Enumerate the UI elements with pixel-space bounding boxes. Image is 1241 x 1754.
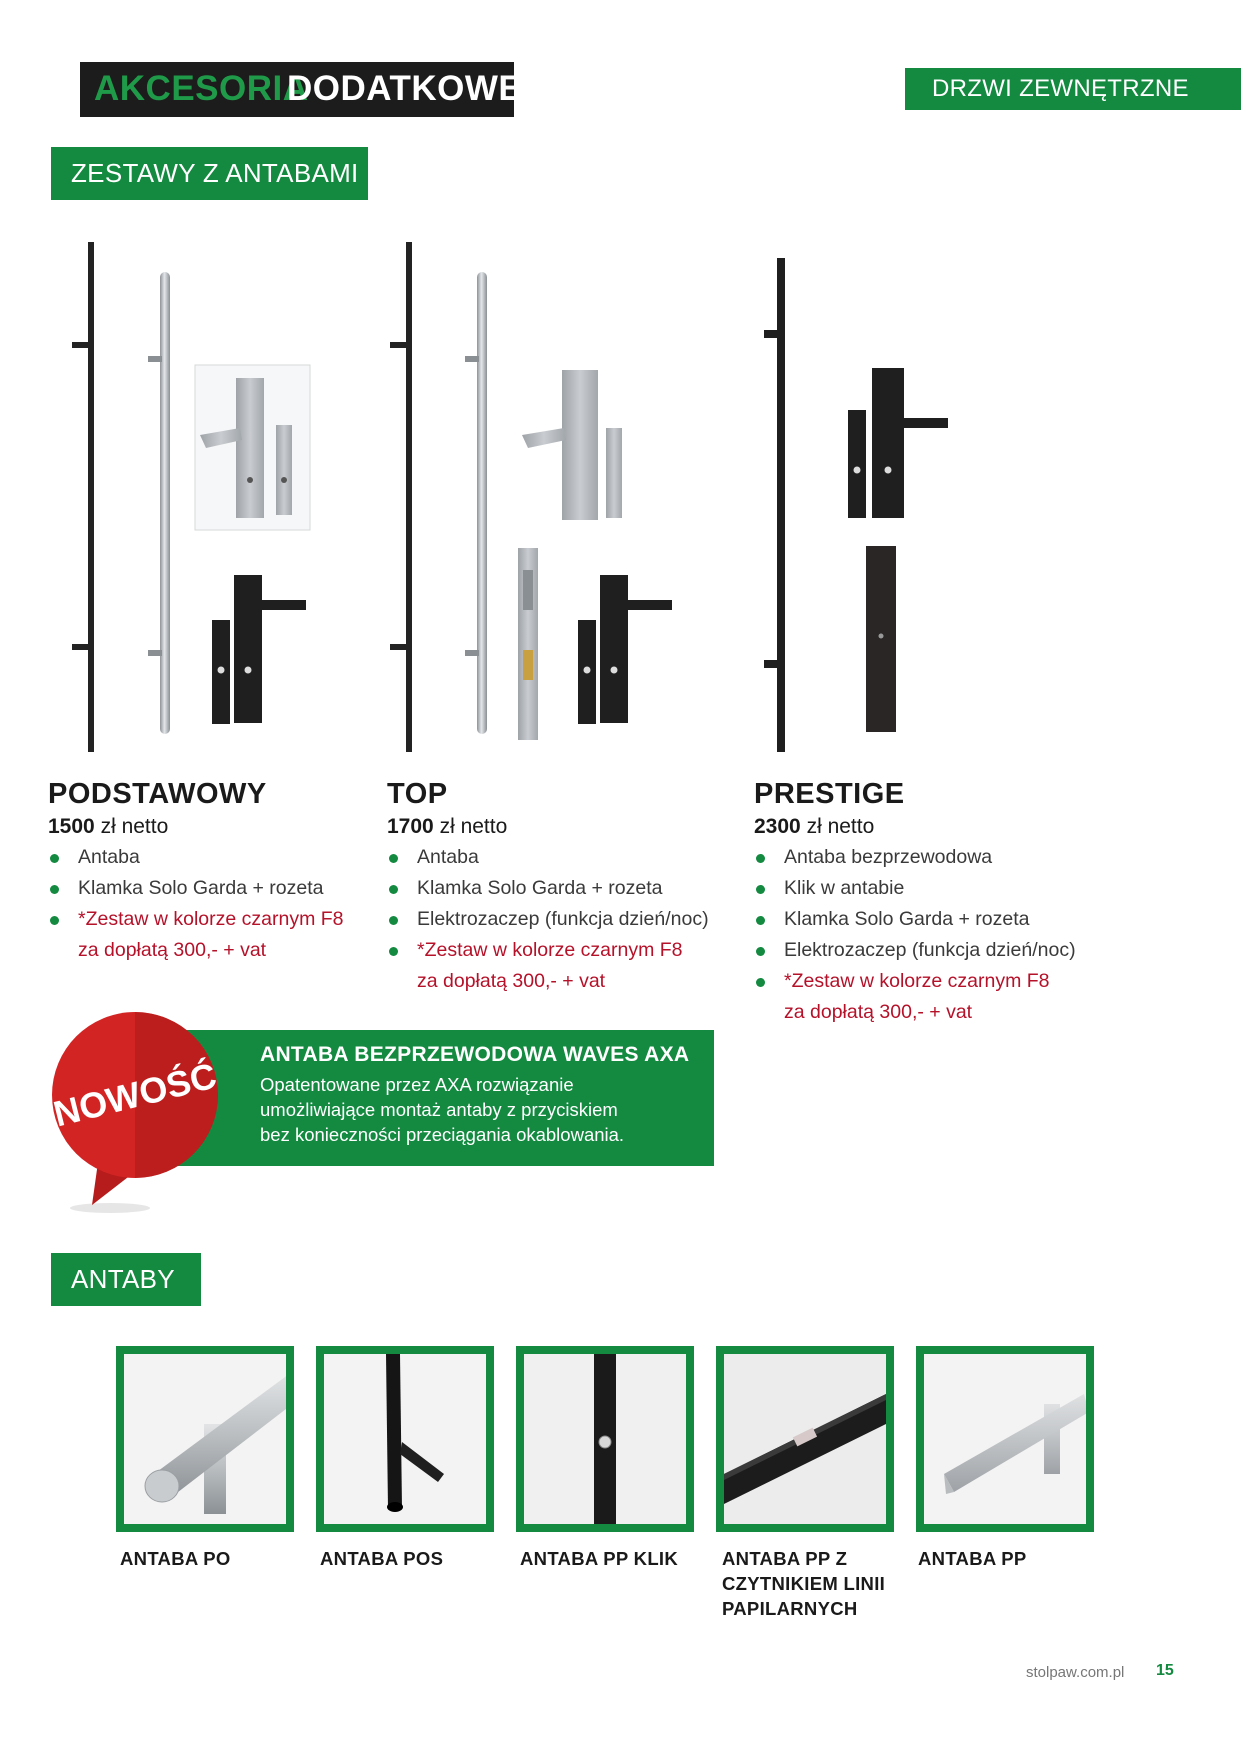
feature-list (387, 842, 727, 997)
sets-illustration (40, 230, 1000, 760)
handle-label-po: ANTABA PO (120, 1548, 231, 1569)
list-item: Antaba bezprzewodowa (754, 842, 1094, 873)
product-price (48, 815, 368, 839)
section-title-handles: ANTABY (51, 1253, 201, 1306)
handle-tile-pp-klik (516, 1346, 694, 1532)
price-unit: zł netto (100, 815, 169, 838)
black-pull-handle (88, 242, 94, 752)
footer-website[interactable]: stolpaw.com.pl (1026, 1664, 1125, 1681)
handle-tile-pos (316, 1346, 494, 1532)
product-prestige (754, 778, 1094, 1028)
steel-pull-handle (160, 272, 170, 734)
handle-label-pp-fingerprint (722, 1546, 885, 1621)
feature-list (754, 842, 1094, 1028)
promo-title: ANTABA BEZPRZEWODOWA WAVES AXA (260, 1043, 690, 1066)
new-badge-label: NOWOŚĆ (49, 1054, 221, 1135)
surcharge-note: *Zestaw w kolorze czarnym F8 (48, 904, 368, 935)
list-item: Klamka Solo Garda + rozeta (48, 873, 368, 904)
surcharge-note-cont: za dopłatą 300,- + vat (417, 970, 606, 992)
section-title-sets: ZESTAWY Z ANTABAMI (51, 147, 368, 200)
set-top-illustration (390, 242, 672, 752)
product-top (387, 778, 727, 997)
list-item: Klamka Solo Garda + rozeta (754, 904, 1094, 935)
handle-label-line: CZYTNIKIEM LINII (722, 1573, 886, 1594)
promo-line: bez konieczności przeciągania okablowania. (260, 1124, 625, 1145)
handle-po-image (124, 1354, 286, 1524)
handle-tile-pp-fingerprint (716, 1346, 894, 1532)
new-badge (40, 1000, 240, 1220)
feature-list (48, 842, 368, 966)
surcharge-note: *Zestaw w kolorze czarnym F8 (754, 966, 1094, 997)
handle-tile-po (116, 1346, 294, 1532)
surcharge-note-cont: za dopłatą 300,- + vat (784, 1001, 973, 1023)
category-tag: DRZWI ZEWNĘTRZNE (905, 68, 1241, 110)
product-name: TOP (387, 778, 448, 810)
price-value: 2300 (754, 815, 801, 838)
header-title-bar (80, 62, 523, 117)
product-name: PRESTIGE (754, 778, 905, 810)
header-title-accent: AKCESORIA (94, 69, 309, 108)
product-podstawowy (48, 778, 368, 966)
price-unit: zł netto (806, 815, 875, 838)
handle-label-line: PAPILARNYCH (722, 1598, 858, 1619)
list-item: Antaba (387, 842, 727, 873)
surcharge-note-cont: za dopłatą 300,- + vat (78, 939, 267, 961)
list-item: Antaba (48, 842, 368, 873)
handle-tile-pp (916, 1346, 1094, 1532)
price-value: 1500 (48, 815, 95, 838)
promo-line: Opatentowane przez AXA rozwiązanie (260, 1074, 574, 1095)
list-item: Elektrozaczep (funkcja dzień/noc) (754, 935, 1094, 966)
handle-pp-image (924, 1354, 1086, 1524)
page-number: 15 (1156, 1662, 1174, 1679)
handle-label-pp: ANTABA PP (918, 1548, 1027, 1569)
product-name: PODSTAWOWY (48, 778, 267, 810)
product-price (387, 815, 727, 839)
handle-pos-image (324, 1354, 486, 1524)
list-item: Klik w antabie (754, 873, 1094, 904)
promo-description (260, 1072, 624, 1147)
list-item: Elektrozaczep (funkcja dzień/noc) (387, 904, 727, 935)
handle-pp-fingerprint-image (724, 1354, 886, 1524)
set-prestige-illustration (764, 258, 948, 752)
price-value: 1700 (387, 815, 434, 838)
handle-label-pp-klik: ANTABA PP KLIK (520, 1548, 679, 1569)
surcharge-note: *Zestaw w kolorze czarnym F8 (387, 935, 727, 966)
handle-label-pos: ANTABA POS (320, 1548, 444, 1569)
set-podstawowy-illustration (72, 242, 310, 752)
list-item: Klamka Solo Garda + rozeta (387, 873, 727, 904)
handle-pp-klik-image (524, 1354, 686, 1524)
price-unit: zł netto (439, 815, 508, 838)
header-title-main: DODATKOWE (287, 69, 523, 108)
product-price (754, 815, 1094, 839)
handle-label-line: ANTABA PP Z (722, 1548, 848, 1569)
promo-line: umożliwiające montaż antaby z przyciskiem (260, 1099, 618, 1120)
